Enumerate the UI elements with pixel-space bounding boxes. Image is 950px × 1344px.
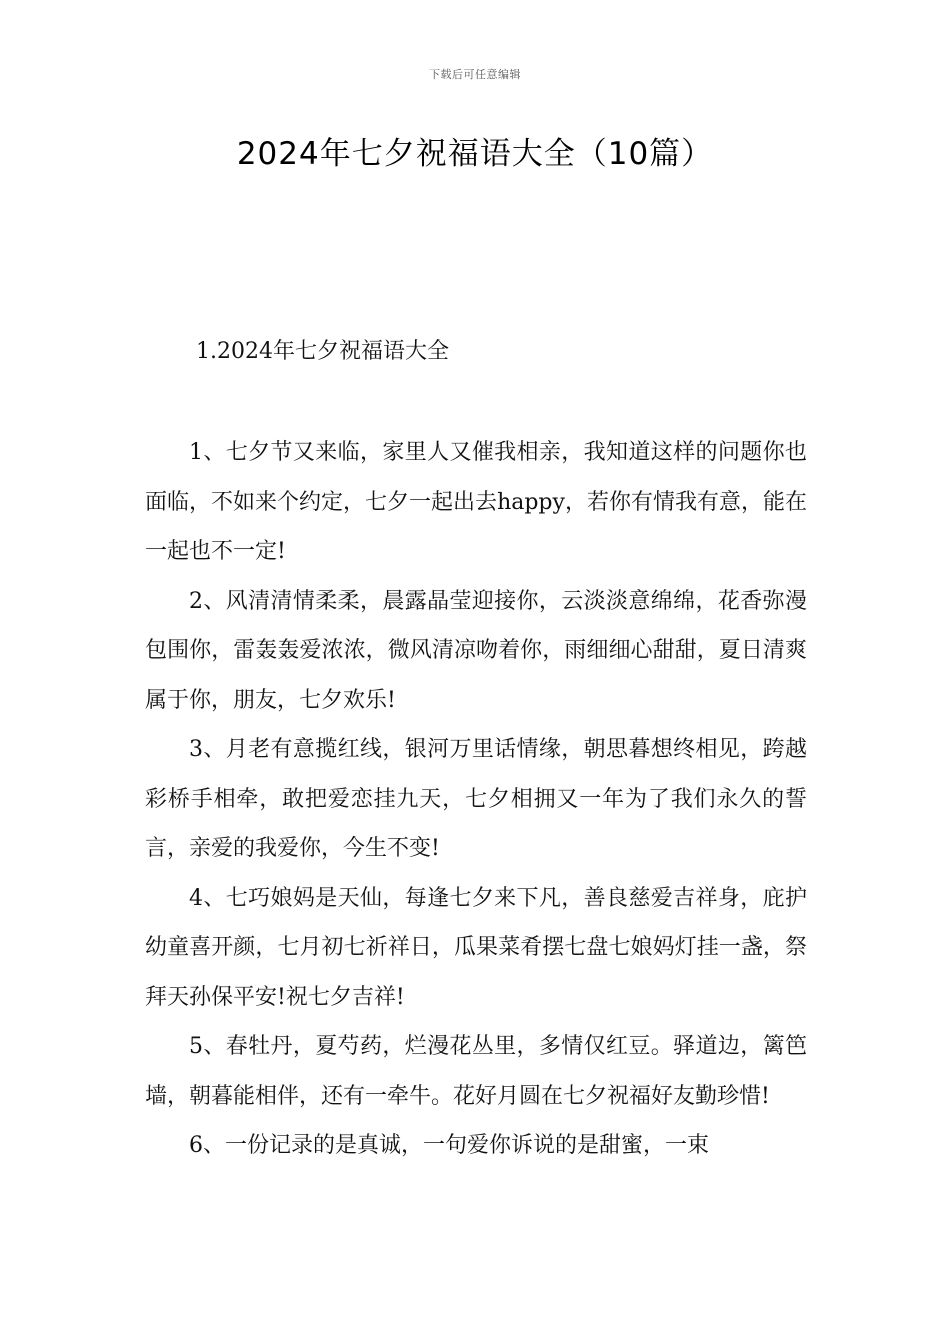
section-heading: 1.2024年七夕祝福语大全 <box>196 339 449 364</box>
header-note: 下载后可任意编辑 <box>429 68 521 81</box>
paragraph-5: 5、春牡丹，夏芍药，烂漫花丛里，多情仅红豆。驿道边，篱笆墙，朝暮能相伴，还有一牵牛。花好月圆在七夕祝福好友勤珍惜! <box>145 1034 807 1109</box>
document-body <box>145 428 807 1171</box>
paragraph-6: 6、一份记录的是真诚，一句爱你诉说的是甜蜜，一束 <box>189 1133 709 1158</box>
paragraph-1: 1、七夕节又来临，家里人又催我相亲，我知道这样的问题你也面临，不如来个约定，七夕一起出去happy，若你有情我有意，能在一起也不一定! <box>145 440 807 564</box>
paragraph-4: 4、七巧娘妈是天仙，每逢七夕来下凡，善良慈爱吉祥身，庇护幼童喜开颜，七月初七祈祥日，瓜果菜肴摆七盘七娘妈灯挂一盏，祭拜天孙保平安!祝七夕吉祥! <box>145 885 807 1010</box>
paragraph-2: 2、风清清情柔柔，晨露晶莹迎接你，云淡淡意绵绵，花香弥漫包围你，雷轰轰爱浓浓，微风清凉吻着你，雨细细心甜甜，夏日清爽属于你，朋友，七夕欢乐! <box>145 588 807 713</box>
paragraph-3: 3、月老有意揽红线，银河万里话情缘，朝思暮想终相见，跨越彩桥手相牵，敢把爱恋挂九天，七夕相拥又一年为了我们永久的誓言，亲爱的我爱你，今生不变! <box>145 737 807 861</box>
document-title: 2024年七夕祝福语大全（10篇） <box>236 136 714 172</box>
